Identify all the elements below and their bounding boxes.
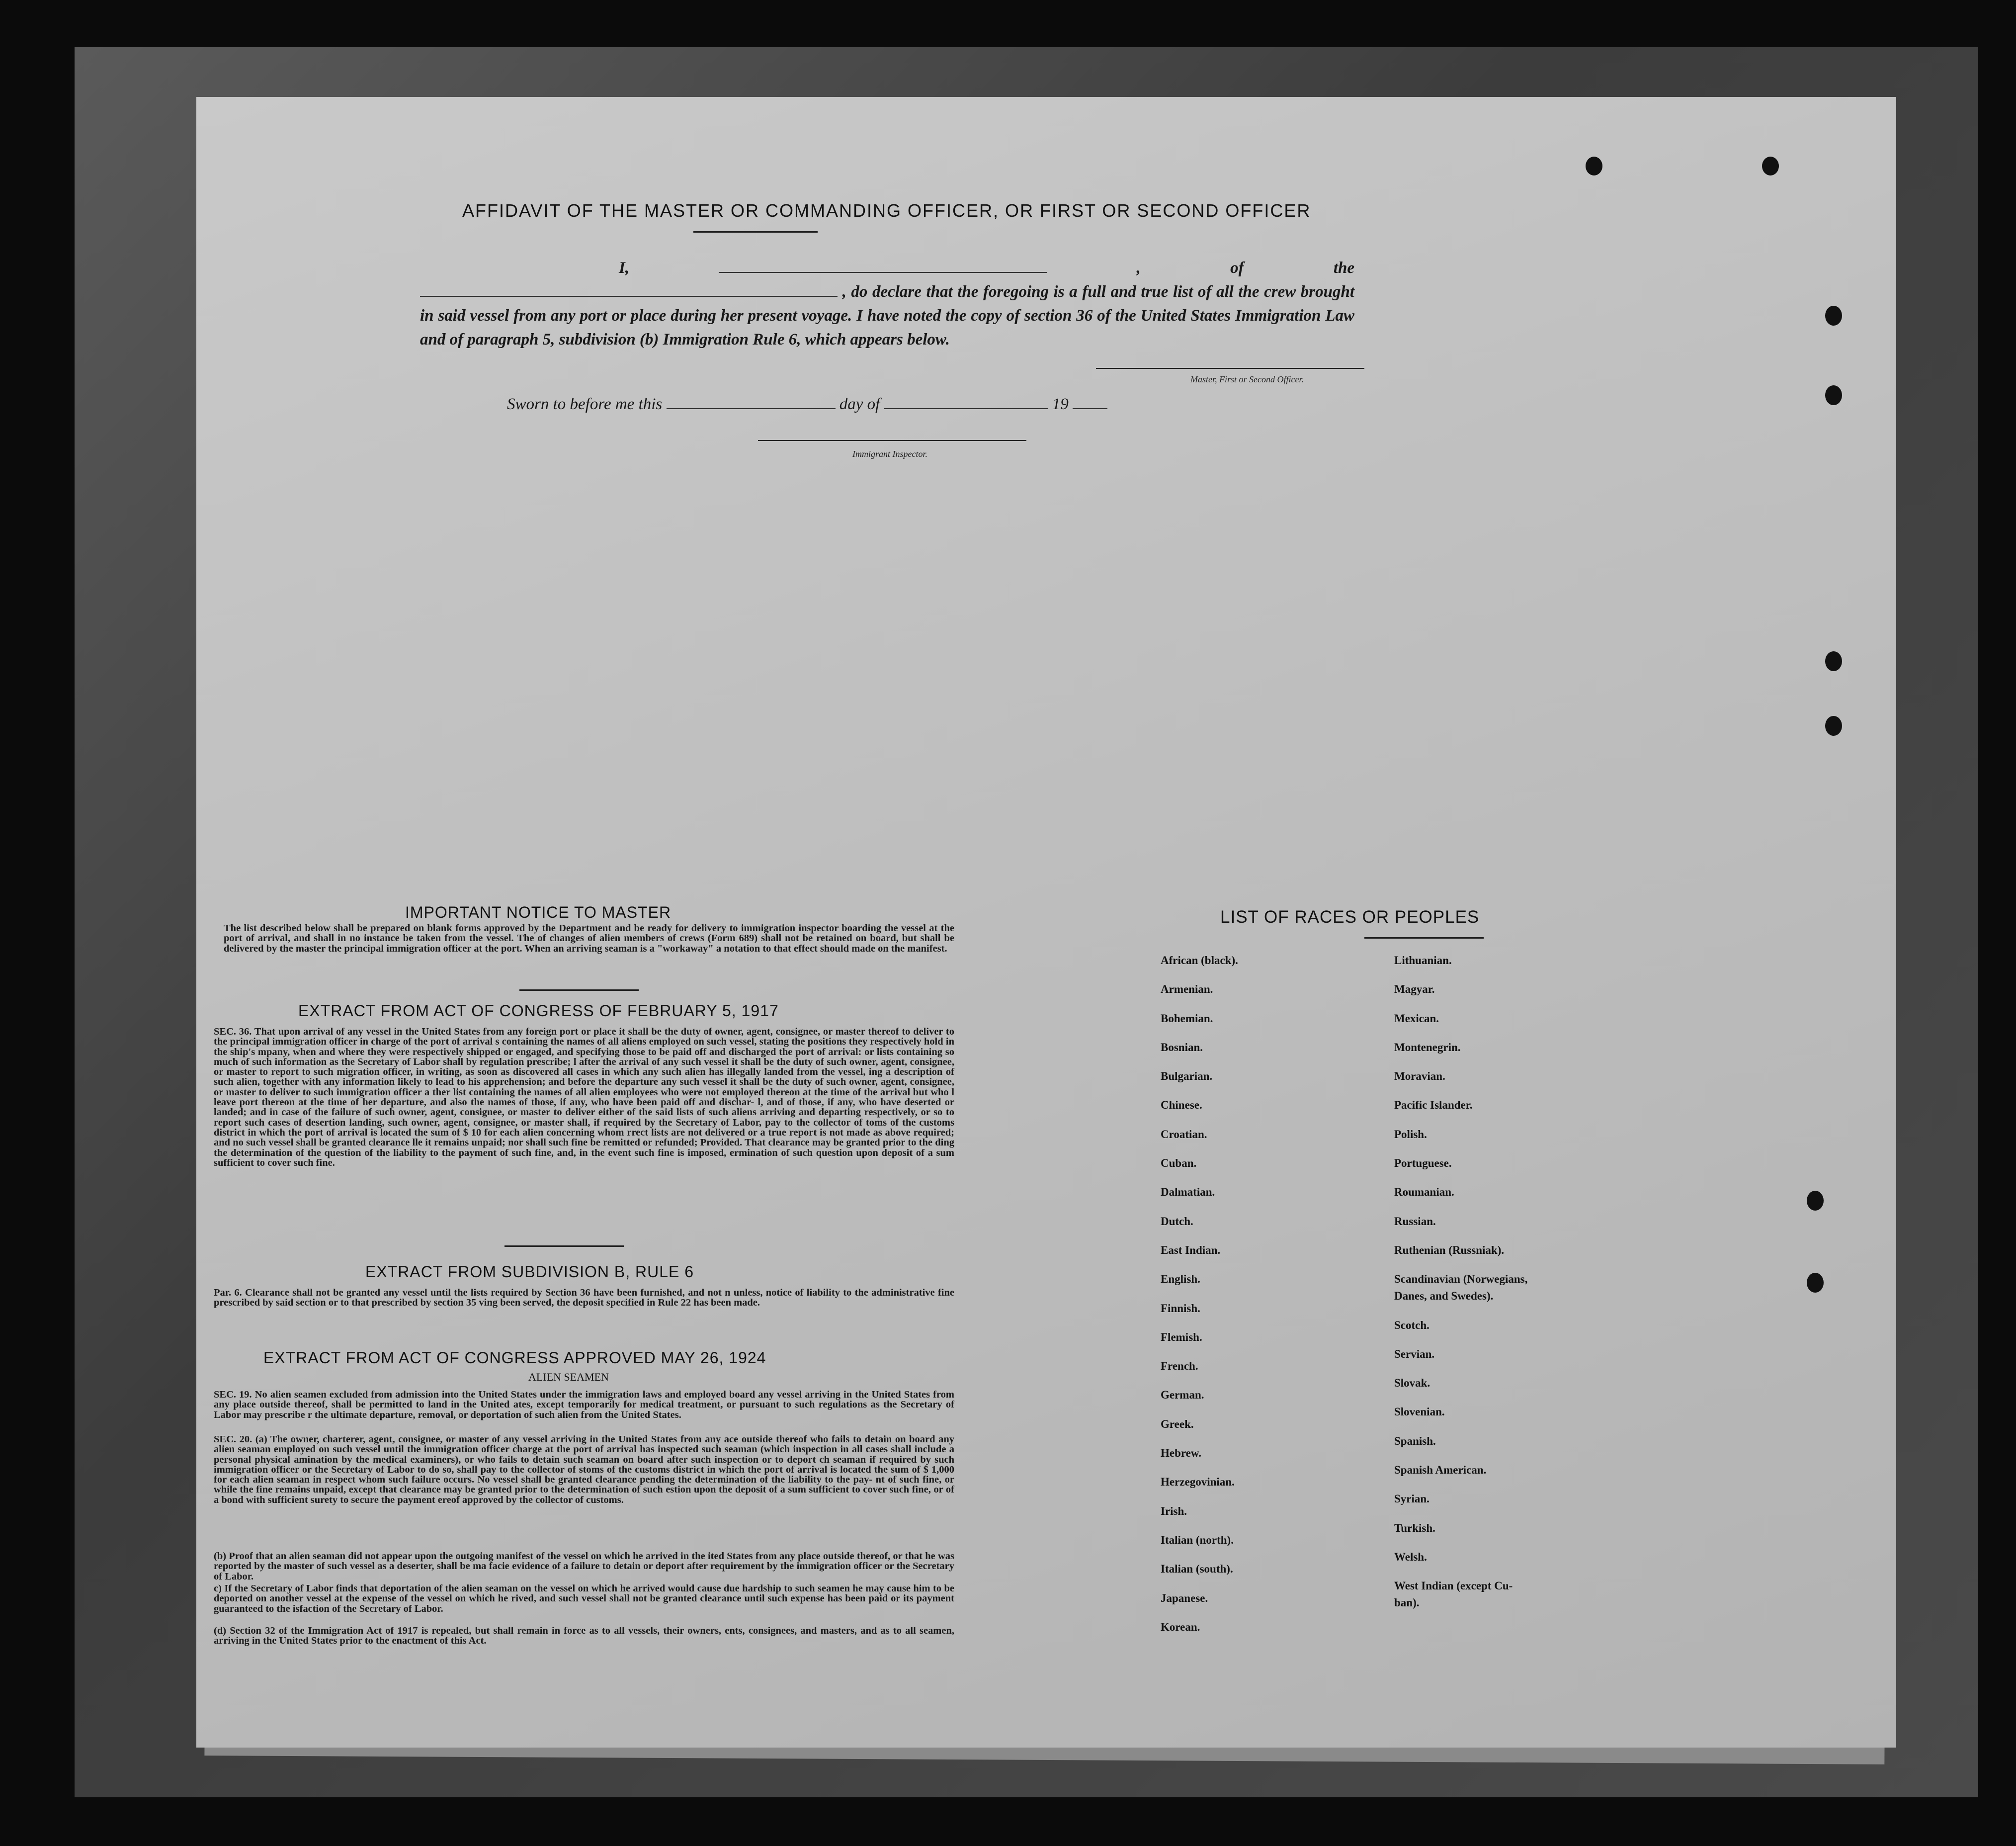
race-item: Spanish. <box>1394 1434 1436 1447</box>
race-item: Dutch. <box>1161 1215 1193 1228</box>
race-item: Armenian. <box>1161 983 1213 996</box>
year-prefix: 19 <box>1052 395 1069 413</box>
rule-6-title: EXTRACT FROM SUBDIVISION B, RULE 6 <box>365 1263 694 1281</box>
act-1924-sec19: SEC. 19. No alien seamen excluded from admission into the United States under the immigration laws and employed board any vessel arriving in the United States from any place outside thereof, shall be permitted to land in the United ates, except temporarily for medical treatment, or pursuant to such regulations as the Secretary of Labor may prescribe r the ultimate departure, removal, or deportation of such alien from the United States. <box>214 1389 954 1420</box>
race-item: ban). <box>1394 1596 1420 1609</box>
race-item: Cuban. <box>1161 1157 1197 1170</box>
race-item: Bosnian. <box>1161 1041 1203 1054</box>
race-item: Mexican. <box>1394 1012 1439 1025</box>
sworn-month-field[interactable] <box>884 395 1048 409</box>
race-item: Polish. <box>1394 1128 1427 1141</box>
binder-hole <box>1825 306 1842 326</box>
signature-line <box>1096 368 1364 369</box>
race-item: Croatian. <box>1161 1128 1207 1141</box>
races-left-column <box>1161 955 1238 1650</box>
race-item: Scandinavian (Norwegians, <box>1394 1273 1528 1286</box>
binder-hole <box>1825 385 1842 405</box>
notice-text: The list described below shall be prepared on blank forms approved by the Department and be ready for delivery to immigration inspector boarding the vessel at the port of arrival, and shall in no instance be taken from the vessel. The of changes of alien members of crews (Form 689) shall not be retained on board, but shall be delivered by the master the principal immigration officer at the port. When an arriving seaman is a "workaway" a notation to that effect should made on the manifest. <box>224 923 954 954</box>
race-item: German. <box>1161 1389 1204 1402</box>
race-item: Finnish. <box>1161 1302 1200 1315</box>
race-item: Flemish. <box>1161 1330 1202 1343</box>
races-title: LIST OF RACES OR PEOPLES <box>1220 907 1480 927</box>
inspector-label: Immigrant Inspector. <box>852 449 927 459</box>
signature-label: Master, First or Second Officer. <box>1190 374 1304 384</box>
do-declare-text: , do declare <box>842 283 922 301</box>
race-item: Chinese. <box>1161 1099 1202 1112</box>
act-1924-sec20b: (b) Proof that an alien seaman did not appear upon the outgoing manifest of the vessel on which he arrived in the ited States from any place outside thereof, or that he was reported by the master of such vessel as a deserter, shall be ma facie evidence of a failure to detain or deport after requirement by the immigration officer or the Secretary of Labor. <box>214 1551 954 1582</box>
act-1924-sec20d: (d) Section 32 of the Immigration Act of 1917 is repealed, but shall remain in force as to all vessels, their owners, ents, consignees, and masters, and as to all seamen, arriving in the United States prior to the enactment of this Act. <box>214 1625 954 1647</box>
affidavit-page <box>196 97 1896 1748</box>
act-1924-title: EXTRACT FROM ACT OF CONGRESS APPROVED MAY 26, 1924 <box>263 1349 766 1367</box>
race-item: Bulgarian. <box>1161 1070 1213 1083</box>
sworn-year-field[interactable] <box>1073 395 1107 409</box>
section-divider <box>504 1245 624 1247</box>
race-item: French. <box>1161 1360 1198 1373</box>
inspector-signature-line <box>758 440 1026 441</box>
race-item: Slovenian. <box>1394 1406 1445 1418</box>
race-item: Herzegovinian. <box>1161 1476 1235 1489</box>
race-item: Korean. <box>1161 1620 1200 1633</box>
race-item: Scotch. <box>1394 1319 1429 1331</box>
race-item: Portuguese. <box>1394 1157 1452 1170</box>
affidavit-declaration <box>420 256 1354 352</box>
race-item: Lithuanian. <box>1394 954 1452 967</box>
race-item: West Indian (except Cu- <box>1394 1580 1513 1592</box>
vessel-name-field[interactable] <box>420 283 838 297</box>
race-item: Roumanian. <box>1394 1186 1454 1199</box>
declaration-body: that the foregoing is a full and true list of all the crew brought in said vessel from any port or place during her present voyage. I have noted the copy of section 36 of the United States Immigration Law and of paragraph 5, subdivision (b) Immigration Rule 6, which appears below. <box>420 283 1355 349</box>
race-item: Hebrew. <box>1161 1447 1201 1460</box>
race-item: Greek. <box>1161 1417 1194 1430</box>
act-1924-sec20c: c) If the Secretary of Labor finds that deportation of the alien seaman on the vessel on which he arrived would cause due hardship to such seamen he may cause him to be deported on another vessel at the expense of the vessel on which he rived, and such vessel shall not be granted clearance until such expense has been paid or its payment guaranteed to the isfaction of the Secretary of Labor. <box>214 1583 954 1614</box>
binder-hole <box>1807 1191 1824 1211</box>
binder-hole <box>1825 716 1842 736</box>
affidavit-title: AFFIDAVIT OF THE MASTER OR COMMANDING OFFICER, OR FIRST OR SECOND OFFICER <box>462 200 1311 221</box>
of-the-text: , of the <box>1136 259 1354 277</box>
race-item: Ruthenian (Russniak). <box>1394 1243 1505 1256</box>
race-item: Montenegrin. <box>1394 1041 1461 1054</box>
declarant-name-field[interactable] <box>719 259 1047 273</box>
races-right-column <box>1394 955 1527 1626</box>
sworn-line <box>507 395 1107 414</box>
race-item: Syrian. <box>1394 1493 1429 1505</box>
race-item: East Indian. <box>1161 1243 1221 1256</box>
races-title-underline <box>1364 937 1484 939</box>
sworn-prefix: Sworn to before me this <box>507 395 663 413</box>
race-item: Spanish American. <box>1394 1464 1487 1477</box>
binder-hole <box>1825 651 1842 671</box>
act-1924-subtitle: ALIEN SEAMEN <box>528 1371 609 1383</box>
declarant-prefix: I, <box>619 259 630 277</box>
race-item: Magyar. <box>1394 983 1435 996</box>
act-1917-title: EXTRACT FROM ACT OF CONGRESS OF FEBRUARY 5, 1917 <box>298 1002 779 1020</box>
race-item: Danes, and Swedes). <box>1394 1290 1494 1303</box>
notice-title: IMPORTANT NOTICE TO MASTER <box>405 903 672 921</box>
day-of-text: day of <box>839 395 880 413</box>
race-item: Italian (south). <box>1161 1563 1233 1576</box>
race-item: Pacific Islander. <box>1394 1099 1473 1112</box>
rule-6-text: Par. 6. Clearance shall not be granted any vessel until the lists required by Section 36 have been furnished, and not n unless, notice of liability to the administrative fine prescribed by said section or to that prescribed by section 35 ving been served, the deposit specified in Rule 22 has been made. <box>214 1287 954 1309</box>
race-item: English. <box>1161 1273 1200 1286</box>
race-item: Servian. <box>1394 1347 1435 1360</box>
race-item: Welsh. <box>1394 1550 1427 1563</box>
race-item: African (black). <box>1161 954 1238 967</box>
act-1924-sec20: SEC. 20. (a) The owner, charterer, agent, consignee, or master of any vessel arriving in the United States from any ace outside thereof who fails to detain on board any alien seaman employed on such vessel until the immigration officer charge at the port of arrival has inspected such seaman (which inspection in all cases shall include a personal physical amination by the medical examiners), or who fails to detain such seaman on board after such inspection or to deport ch seaman if required by such immigration officer or the Secretary of Labor to do so, shall pay to the collector of stoms of the customs district in which the port of arrival is located the sum of $ 1,000 for each alien seaman in respect whom such failure occurs. No vessel shall be granted clearance pending the determination of the liability to the pay- nt of such fine, or while the fine remains unpaid, except that clearance may be granted prior to the determination of such estion upon the deposit of a sum sufficient to cover such fine, or of a bond with sufficient surety to secure the payment ereof approved by the collector of customs. <box>214 1434 954 1505</box>
race-item: Dalmatian. <box>1161 1186 1215 1199</box>
race-item: Japanese. <box>1161 1591 1208 1604</box>
binder-hole <box>1762 157 1779 176</box>
binder-hole <box>1586 157 1602 176</box>
race-item: Irish. <box>1161 1504 1187 1517</box>
race-item: Turkish. <box>1394 1521 1435 1534</box>
race-item: Moravian. <box>1394 1070 1445 1083</box>
race-item: Bohemian. <box>1161 1012 1213 1025</box>
race-item: Russian. <box>1394 1215 1436 1228</box>
section-divider <box>519 989 639 991</box>
act-1917-text: SEC. 36. That upon arrival of any vessel in the United States from any foreign port or place it shall be the duty of owner, agent, consignee, or master thereof to deliver to the principal immigration officer in charge of the port of arrival s containing the names of all aliens employed on such vessel, stating the positions they respectively hold in the ship's mpany, when and where they were respectively shipped or engaged, and specifying those to be paid off and discharged the port of arrival: or lists containing so much of such information as the Secretary of Labor shall by regulation prescribe; l after the arrival of any such vessel it shall be the duty of such owner, agent, consignee, or master to report to such migration officer, in writing, as soon as discovered all cases in which any such alien has illegally landed from the vessel, ing a description of such alien, together with any information likely to lead to his apprehension; and before the departure any such vessel it shall be the duty of such owner, agent, consignee, or master to deliver to such immigration officer a ther list containing the names of all alien employees who were not employed thereon at the time of the arrival but who l leave port thereon at the time of her departure, and also the names of those, if any, who have been paid off and dischar- l, and of those, if any, who have deserted or landed; and in case of the failure of such owner, agent, consignee, or master to deliver either of the said lists of such aliens arriving and departing respectively, or so to report such cases of desertion landing, such owner, agent, consignee, or master shall, if required by the Secretary of Labor, pay to the collector of toms of the customs district in which the port of arrival is located the sum of $ 10 for each alien concerning whom rrect lists are not delivered or a true report is not made as above required; and no such vessel shall be granted clearance lle it remains unpaid; nor shall such fine be remitted or refunded; Provided. That clearance may be granted prior to the ding the determination of the question of the liability to the payment of such fine, and, in the event such fine is imposed, ermination of such question upon deposit of a sum sufficient to cover such fine. <box>214 1026 954 1168</box>
sworn-day-field[interactable] <box>667 395 836 409</box>
binder-hole <box>1807 1273 1824 1293</box>
title-underline <box>693 231 818 233</box>
race-item: Italian (north). <box>1161 1533 1234 1546</box>
race-item: Slovak. <box>1394 1377 1430 1390</box>
